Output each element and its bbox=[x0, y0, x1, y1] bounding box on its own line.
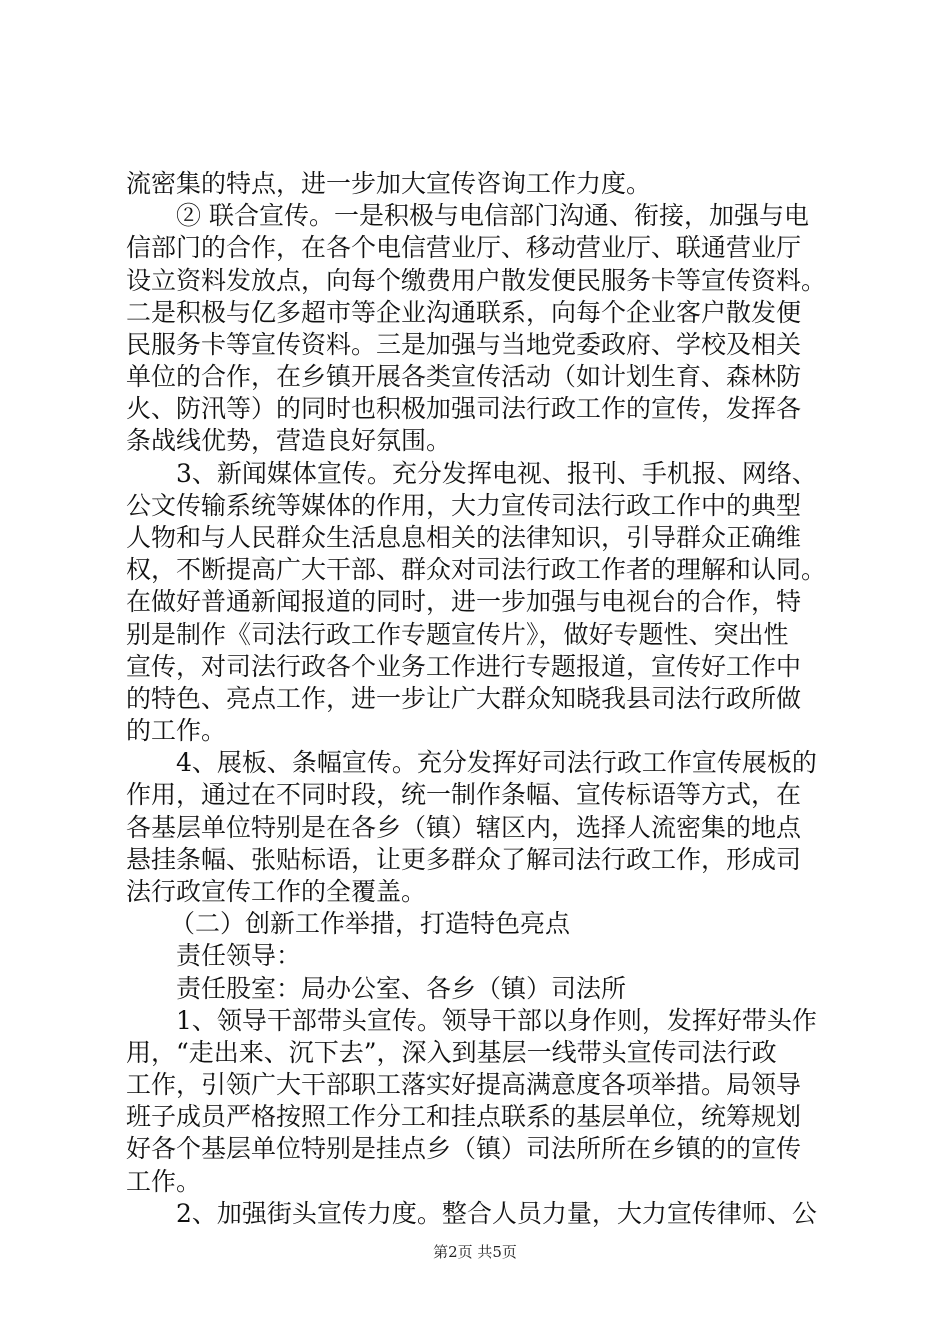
text-line: 别是制作《司法行政工作专题宣传片》，做好专题性、突出性 bbox=[126, 619, 789, 649]
text-line: 好各个基层单位特别是挂点乡（镇）司法所所在乡镇的的宣传 bbox=[126, 1134, 802, 1164]
text-line: 的工作。 bbox=[126, 716, 227, 746]
text-line: 流密集的特点，进一步加大宣传咨询工作力度。 bbox=[126, 169, 652, 198]
text-line: 在做好普通新闻报道的同时，进一步加强与电视台的合作，特 bbox=[126, 587, 802, 617]
text-line: 工作，引领广大干部职工落实好提高满意度各项举措。局领导 bbox=[126, 1070, 802, 1100]
text-line: 设立资料发放点，向每个缴费用户散发便民服务卡等宣传资料。 bbox=[126, 265, 827, 295]
text-line: 1、领导干部带头宣传。领导干部以身作则，发挥好带头作 bbox=[176, 1005, 817, 1035]
text-line: 4、展板、条幅宣传。充分发挥好司法行政工作宣传展板的 bbox=[176, 748, 817, 778]
text-line: 责任领导： bbox=[176, 941, 302, 971]
text-line: 责任股室：局办公室、各乡（镇）司法所 bbox=[176, 973, 627, 1003]
text-line: 条战线优势，营造良好氛围。 bbox=[126, 426, 452, 456]
text-line: 火、防汛等）的同时也积极加强司法行政工作的宣传，发挥各 bbox=[126, 394, 802, 424]
text-line: 二是积极与亿多超市等企业沟通联系，向每个企业客户散发便 bbox=[126, 297, 802, 327]
text-line: 法行政宣传工作的全覆盖。 bbox=[126, 877, 427, 906]
text-line: 各基层单位特别是在各乡（镇）辖区内，选择人流密集的地点 bbox=[126, 812, 802, 842]
text-line: 人物和与人民群众生活息息相关的法律知识，引导群众正确维 bbox=[126, 523, 802, 552]
page-number: 第2页 共5页 bbox=[433, 1243, 517, 1261]
text-line: 作用，通过在不同时段，统一制作条幅、宣传标语等方式，在 bbox=[126, 780, 802, 810]
text-line: 的特色、亮点工作，进一步让广大群众知晓我县司法行政所做 bbox=[126, 683, 802, 713]
text-line: 公文传输系统等媒体的作用，大力宣传司法行政工作中的典型 bbox=[126, 490, 802, 520]
text-line: 班子成员严格按照工作分工和挂点联系的基层单位，统筹规划 bbox=[126, 1102, 802, 1132]
section-heading: （二）创新工作举措，打造特色亮点 bbox=[170, 909, 571, 939]
text-line: 宣传，对司法行政各个业务工作进行专题报道，宣传好工作中 bbox=[126, 651, 802, 681]
text-line: 3、新闻媒体宣传。充分发挥电视、报刊、手机报、网络、 bbox=[176, 458, 817, 488]
text-line: 权，不断提高广大干部、群众对司法行政工作者的理解和认同。 bbox=[126, 555, 827, 585]
text-line: 悬挂条幅、张贴标语，让更多群众了解司法行政工作，形成司 bbox=[126, 844, 802, 874]
text-line: 单位的合作，在乡镇开展各类宣传活动（如计划生育、森林防 bbox=[126, 362, 802, 392]
text-line: 信部门的合作，在各个电信营业厅、移动营业厅、联通营业厅 bbox=[126, 233, 802, 263]
text-line: 工作。 bbox=[126, 1166, 202, 1196]
text-line: 用，“走出来、沉下去”，深入到基层一线带头宣传司法行政 bbox=[126, 1037, 777, 1067]
text-line: 民服务卡等宣传资料。三是加强与当地党委政府、学校及相关 bbox=[126, 329, 802, 359]
text-line: 2、加强街头宣传力度。整合人员力量，大力宣传律师、公 bbox=[176, 1198, 817, 1228]
text-line: ② 联合宣传。一是积极与电信部门沟通、衔接，加强与电 bbox=[176, 201, 809, 231]
